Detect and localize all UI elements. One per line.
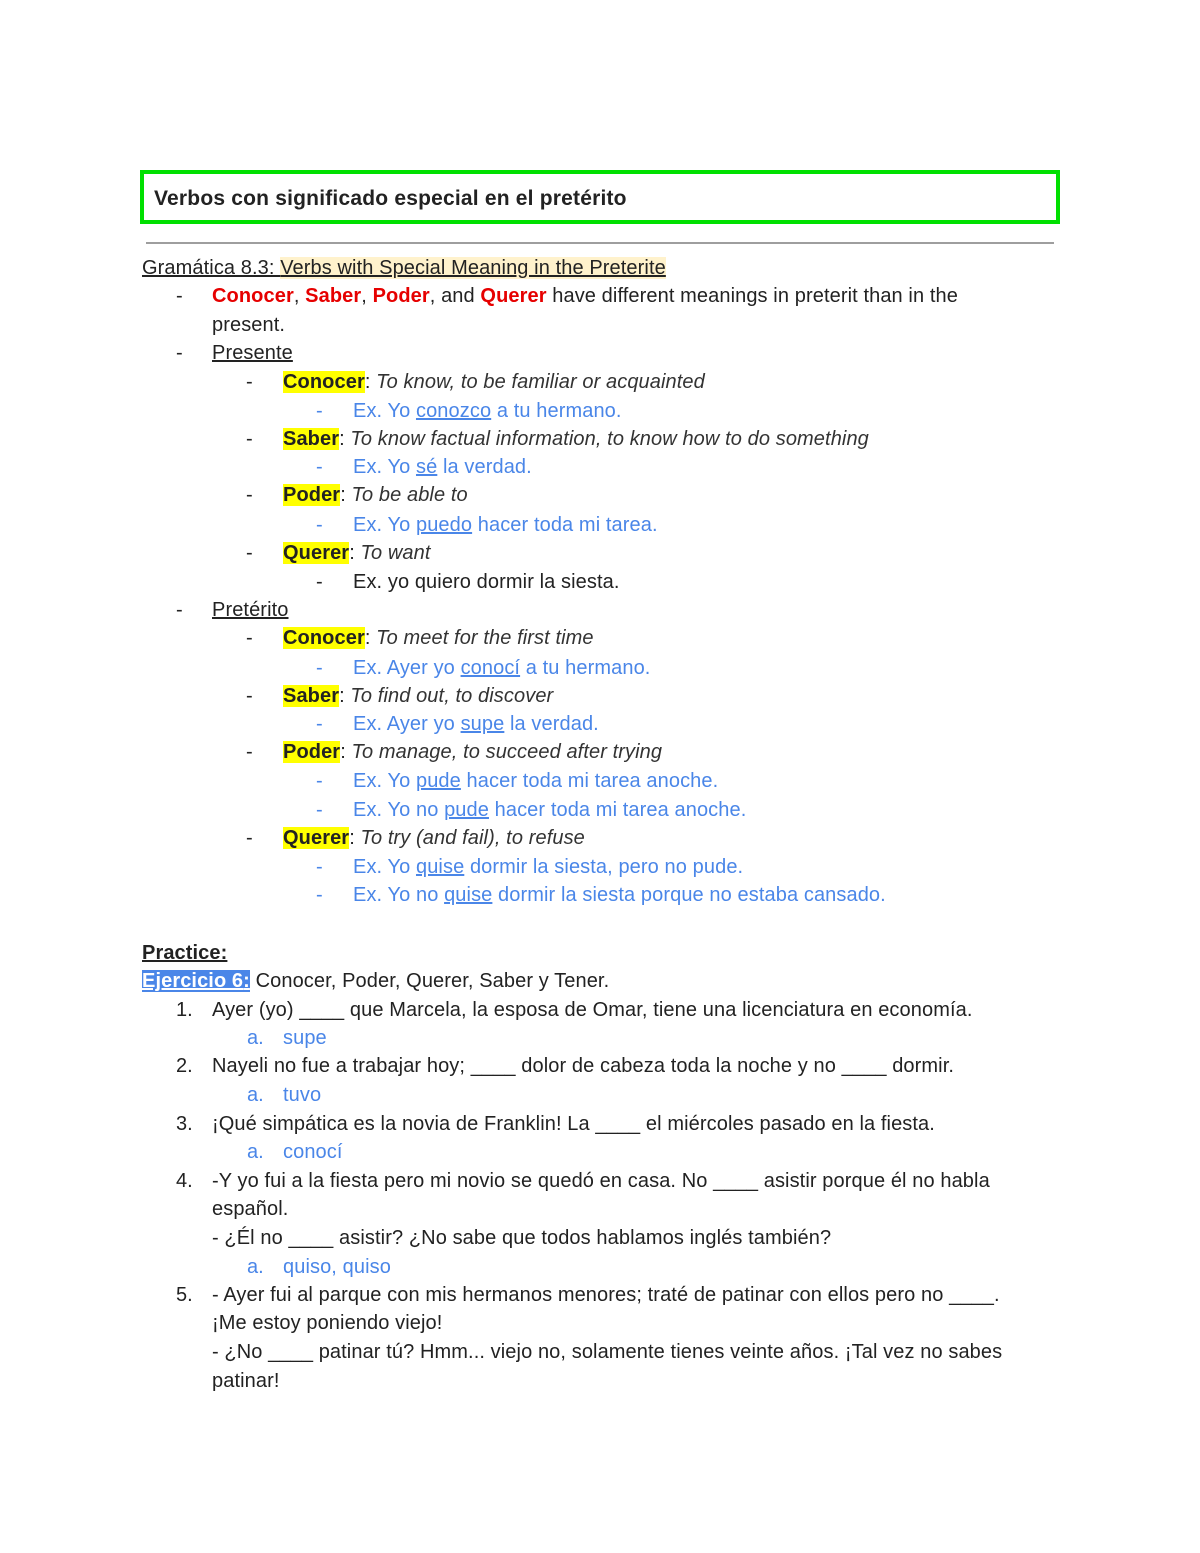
bullet-dash: - (316, 713, 323, 735)
example-text: Ex. Ayer yo (353, 657, 461, 679)
example-text: Ex. Yo no (353, 884, 445, 906)
exercise-heading (142, 967, 609, 995)
bullet-dash: - (316, 571, 323, 593)
example-text: hacer toda mi tarea anoche. (488, 799, 747, 821)
intro-line-1 (212, 282, 958, 310)
grammar-link[interactable]: Verbs with Special Meaning in the Preterite (280, 257, 666, 279)
colon: : (339, 685, 351, 707)
meaning: To meet for the first time (376, 627, 594, 649)
example-verb: quise (444, 884, 493, 906)
verb-label: Poder (283, 741, 341, 763)
example-line: Ex. yo quiero dormir la siesta. (353, 571, 620, 593)
example-line (353, 710, 599, 738)
grammar-heading (142, 254, 666, 282)
verb-conocer: Conocer (212, 285, 294, 307)
colon: : (349, 827, 361, 849)
example-verb: sé (415, 456, 438, 478)
example-line (353, 767, 718, 795)
colon: : (364, 371, 377, 393)
verb-label: Querer (283, 542, 350, 564)
example-text: Ex. Yo no (353, 799, 445, 821)
sep: , (293, 285, 306, 307)
bullet-dash: - (316, 456, 323, 478)
colon: : (364, 627, 377, 649)
example-text: Ex. Yo (353, 514, 416, 536)
answer-letter: a. (247, 1141, 264, 1163)
verb-label: Conocer (283, 627, 365, 649)
question-text: patinar! (212, 1370, 280, 1392)
bullet-dash: - (246, 685, 253, 707)
question-number: 2. (176, 1055, 193, 1077)
question-text: español. (212, 1198, 289, 1220)
bullet-dash: - (316, 884, 323, 906)
colon: : (349, 542, 361, 564)
example-text: Ex. Yo (353, 770, 416, 792)
question-text: ¡Qué simpática es la novia de Franklin! La ____ el miércoles pasado en la fiesta. (212, 1113, 935, 1135)
preterito-item-saber (283, 682, 553, 710)
grammar-prefix: Gramática 8.3: (142, 257, 281, 279)
example-line (353, 881, 886, 909)
meaning: To manage, to succeed after trying (351, 741, 663, 763)
example-verb: puedo (415, 514, 473, 536)
answer-text: conocí (283, 1141, 343, 1163)
answer-text: quiso, quiso (283, 1256, 391, 1278)
bullet-dash: - (246, 371, 253, 393)
example-verb: pude (444, 799, 489, 821)
question-text: - ¿No ____ patinar tú? Hmm... viejo no, solamente tienes veinte años. ¡Tal vez no sabes (212, 1341, 1003, 1363)
example-line (353, 511, 658, 539)
meaning: To find out, to discover (350, 685, 554, 707)
bullet-dash: - (246, 484, 253, 506)
example-line (353, 397, 622, 425)
question-number: 3. (176, 1113, 193, 1135)
example-text: dormir la siesta porque no estaba cansado. (492, 884, 886, 906)
verb-label: Saber (283, 428, 340, 450)
example-verb: quise (415, 856, 465, 878)
example-text: la verdad. (504, 713, 599, 735)
colon: : (339, 428, 351, 450)
example-line (353, 453, 532, 481)
presente-item-querer (283, 539, 431, 567)
example-text: a tu hermano. (491, 400, 622, 422)
verb-label: Saber (283, 685, 340, 707)
answer-text: tuvo (283, 1084, 322, 1106)
bullet-dash: - (176, 285, 183, 307)
meaning: To want (360, 542, 431, 564)
example-verb: pude (415, 770, 461, 792)
bullet-dash: - (176, 342, 183, 364)
exercise-colon: : (243, 970, 250, 992)
preterito-item-conocer (283, 624, 594, 652)
practice-heading: Practice: (142, 942, 228, 964)
question-text: Ayer (yo) ____ que Marcela, la esposa de Omar, tiene una licenciatura en economía. (212, 999, 973, 1021)
example-text: dormir la siesta, pero no pude. (464, 856, 744, 878)
verb-label: Querer (283, 827, 350, 849)
verb-querer: Querer (480, 285, 547, 307)
answer-letter: a. (247, 1027, 264, 1049)
example-text: a tu hermano. (520, 657, 651, 679)
bullet-dash: - (316, 657, 323, 679)
verb-saber: Saber (305, 285, 362, 307)
example-text: Ex. Yo (353, 456, 416, 478)
bullet-dash: - (176, 599, 183, 621)
example-text: Ex. Ayer yo (353, 713, 461, 735)
bullet-dash: - (246, 428, 253, 450)
question-number: 4. (176, 1170, 193, 1192)
example-line (353, 853, 743, 881)
meaning: To know factual information, to know how to do something (350, 428, 869, 450)
presente-heading: Presente (212, 342, 293, 364)
example-verb: supe (460, 713, 505, 735)
example-text: hacer toda mi tarea. (472, 514, 658, 536)
colon: : (340, 741, 352, 763)
example-text: Ex. Yo (353, 400, 416, 422)
bullet-dash: - (316, 799, 323, 821)
horizontal-divider (146, 242, 1054, 244)
sep: , and (429, 285, 481, 307)
intro-line-2: present. (212, 314, 286, 336)
example-line (353, 796, 746, 824)
verb-label: Poder (283, 484, 341, 506)
preterito-item-poder (283, 738, 662, 766)
meaning: To try (and fail), to refuse (360, 827, 585, 849)
example-verb: conocí (460, 657, 521, 679)
verb-poder: Poder (372, 285, 430, 307)
answer-text: supe (283, 1027, 327, 1049)
presente-item-conocer (283, 368, 705, 396)
question-number: 1. (176, 999, 193, 1021)
question-text: Nayeli no fue a trabajar hoy; ____ dolor de cabeza toda la noche y no ____ dormir. (212, 1055, 955, 1077)
bullet-dash: - (246, 741, 253, 763)
intro-rest: have different meanings in preterit than in the (546, 285, 958, 307)
preterito-item-querer (283, 824, 585, 852)
example-verb: conozco (415, 400, 492, 422)
meaning: To know, to be familiar or acquainted (376, 371, 705, 393)
example-line (353, 654, 650, 682)
bullet-dash: - (246, 627, 253, 649)
exercise-label[interactable]: Ejercicio 6 (142, 970, 244, 992)
bullet-dash: - (316, 514, 323, 536)
example-text: la verdad. (437, 456, 532, 478)
meaning: To be able to (351, 484, 468, 506)
answer-letter: a. (247, 1084, 264, 1106)
example-text: Ex. Yo (353, 856, 416, 878)
page-title: Verbos con significado especial en el pretérito (154, 187, 627, 210)
sep: , (361, 285, 373, 307)
bullet-dash: - (316, 856, 323, 878)
example-text: hacer toda mi tarea anoche. (460, 770, 719, 792)
title-box (140, 170, 1060, 224)
question-text: ¡Me estoy poniendo viejo! (212, 1312, 443, 1334)
question-text: - Ayer fui al parque con mis hermanos menores; traté de patinar con ellos pero no ____. (212, 1284, 1000, 1306)
presente-item-poder (283, 481, 468, 509)
colon: : (340, 484, 352, 506)
preterito-heading: Pretérito (212, 599, 289, 621)
presente-item-saber (283, 425, 869, 453)
bullet-dash: - (246, 827, 253, 849)
question-text: - ¿Él no ____ asistir? ¿No sabe que todos hablamos inglés también? (212, 1227, 832, 1249)
exercise-text: Conocer, Poder, Querer, Saber y Tener. (249, 970, 610, 992)
bullet-dash: - (246, 542, 253, 564)
bullet-dash: - (316, 400, 323, 422)
answer-letter: a. (247, 1256, 264, 1278)
question-text: -Y yo fui a la fiesta pero mi novio se quedó en casa. No ____ asistir porque él no habla (212, 1170, 990, 1192)
question-number: 5. (176, 1284, 193, 1306)
verb-label: Conocer (283, 371, 365, 393)
bullet-dash: - (316, 770, 323, 792)
